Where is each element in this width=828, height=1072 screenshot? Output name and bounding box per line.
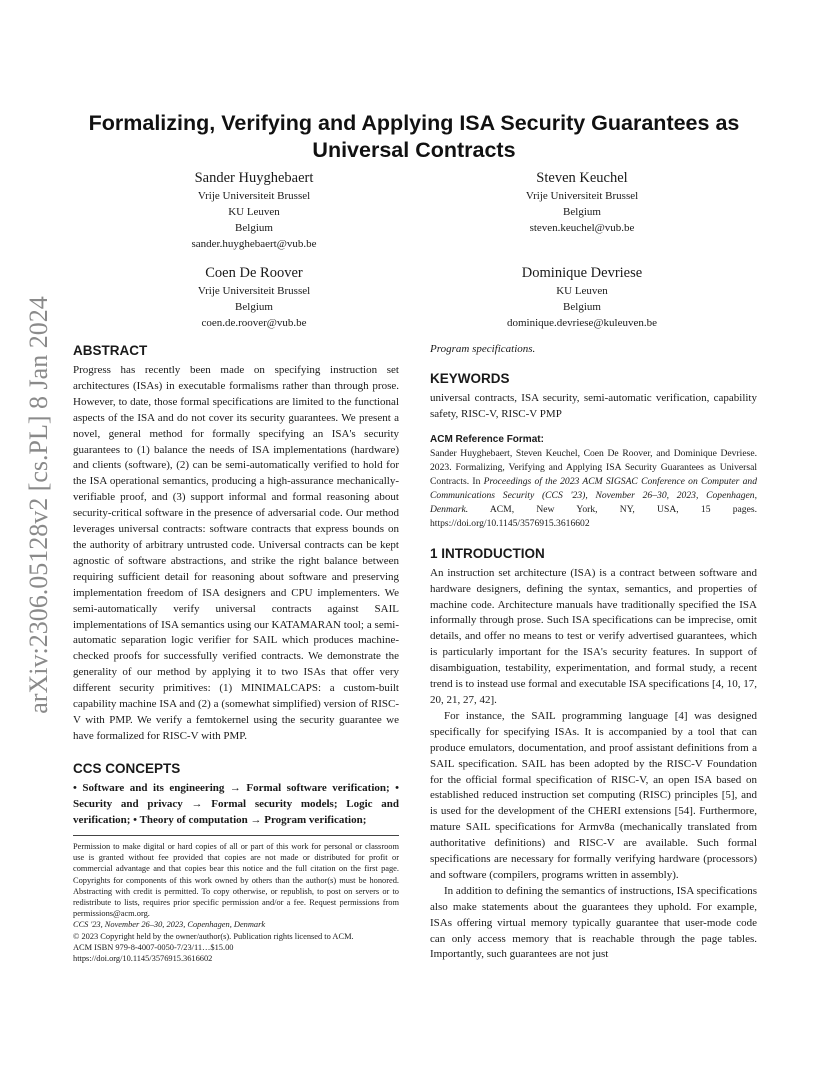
ccs-heading: CCS CONCEPTS bbox=[73, 760, 181, 776]
permission-footnote bbox=[73, 835, 399, 964]
ccs-italic-text: Program specifications. bbox=[430, 343, 536, 355]
abstract-text: Progress has recently been made on specifying instruction set architectures (ISAs) in executable formalisms rather than through prose. However, to date, those formal specifications are limited to the functional aspects of the ISA and do not cover its security guarantees. We present a novel, general method for formally specifying an ISA's security guarantees to (1) balance the needs of ISA implementations (hardware) and clients (software), (2) can be semi-automatically verified to hold for the ISA operational semantics, producing a high-assurance mechanically-verifiable proof, and (3) support informal and formal reasoning about security-critical software in the presence of adversarial code. Our method leverages universal contracts: software contracts that express bounds on the authority of arbitrary untrusted code. Universal contracts can be kept agnostic of software abstractions, and strike the right balance between requiring sufficient detail for reasoning about software and preserving implementation freedom of ISA designers and CPU implementers. We semi-automatically verify universal contracts against SAIL implementations of ISA semantics using our KATAMARAN tool; a semi-automatic separation logic verifier for SAIL which produces machine-checked proofs for successfully verified contracts. We demonstrate the generality of our method by applying it to two ISAs that offer very different security primitives: (1) MINIMALCAPS: a custom-built capability machine ISA and (2) a (somewhat simplified) version of RISC-V with PMP. We verify a femtokernel using the security guarantee we have formalized for RISC-V with PMP. bbox=[73, 364, 399, 742]
keywords-heading: KEYWORDS bbox=[430, 370, 510, 386]
author-affiliation: Vrije Universiteit Brussel bbox=[197, 190, 311, 202]
author-email: steven.keuchel@vub.be bbox=[529, 222, 635, 234]
author-country: Belgium bbox=[563, 301, 601, 313]
introduction-paragraph: An instruction set architecture (ISA) is a contract between software and hardware designers, defining the syntax, semantics, and properties of machine code. Architecture manuals have traditionally specified the ISA informally through prose. Such ISA specifications can be imprecise, omit details, and offer no means to test or verify advertised guarantees, which is particularly important for the ISA's security features. In support of disambiguation, testability, experimentation, and formal study, a recent trend is to instead use formal and executable ISA specifications [4, 10, 17, 20, 21, 27, 42]. bbox=[430, 566, 757, 706]
isbn-line: ACM ISBN 979-8-4007-0050-7/23/11…$15.00 bbox=[73, 942, 234, 952]
conference-line: CCS '23, November 26–30, 2023, Copenhagen, Denmark bbox=[73, 920, 266, 930]
author-block bbox=[124, 168, 384, 252]
author-block bbox=[124, 263, 384, 331]
introduction-paragraph: For instance, the SAIL programming language [4] was designed specifically for specifying ISAs. It is accompanied by a tool that can produce emulators, documentation, and proof assistant definitions from a SAIL specification. SAIL has been adopted by the RISC-V Foundation for the official formal specification of RISC-V, an open ISA based on established reduced instruction set computing (RISC) principles [5], and is used for the development of the CHERI extensions [54]. Furthermore, mature SAIL specifications for Armv8a (mechanically translated from authoritative definitions) and RISC-V are available. Such formal specifications are necessary for formally verifying hardware (processors) and software (compilers, programs written in assembly). bbox=[430, 709, 757, 881]
author-email: dominique.devriese@kuleuven.be bbox=[506, 317, 658, 329]
author-email: sander.huyghebaert@vub.be bbox=[191, 238, 317, 250]
left-column bbox=[73, 342, 399, 828]
reference-text-b: ACM, New York, NY, USA, 15 pages. https://doi.org/10.1145/3576915.3616602 bbox=[430, 503, 757, 529]
author-name: Sander Huyghebaert bbox=[194, 170, 314, 186]
author-country: Belgium bbox=[235, 222, 273, 234]
ccs-concepts-text: • Software and its engineering → Formal software verification; • Security and privacy → Formal security models; Logic and verification; • Theory of computation → Program verification; bbox=[73, 781, 399, 826]
arxiv-sidebar bbox=[22, 296, 56, 714]
reference-format-heading: ACM Reference Format: bbox=[430, 433, 544, 445]
copyright-line: © 2023 Copyright held by the owner/author(s). Publication rights licensed to ACM. bbox=[73, 931, 354, 941]
reference-text-a: Sander Huyghebaert, Steven Keuchel, Coen De Roover, and Dominique Devriese. 2023. Formalizing, Verifying and Applying ISA Security Guarantees as Universal Contracts. In bbox=[430, 447, 757, 487]
author-affiliation: Vrije Universiteit Brussel bbox=[525, 190, 639, 202]
author-email: coen.de.roover@vub.be bbox=[201, 317, 307, 329]
author-name: Steven Keuchel bbox=[536, 170, 628, 186]
author-country: Belgium bbox=[563, 206, 601, 218]
author-country: Belgium bbox=[235, 301, 273, 313]
reference-proceedings: Proceedings of the 2023 ACM SIGSAC Conference on Computer and Communications Security (CCS '23), November 26–30, 2023, Copenhagen, Denmark. bbox=[430, 475, 757, 515]
paper-title: Formalizing, Verifying and Applying ISA Security Guarantees as Universal Contracts bbox=[88, 111, 740, 162]
author-affiliation: KU Leuven bbox=[228, 206, 280, 218]
right-column bbox=[430, 342, 757, 963]
author-affiliation: Vrije Universiteit Brussel bbox=[197, 285, 311, 297]
author-block bbox=[452, 263, 712, 331]
abstract-heading: ABSTRACT bbox=[73, 343, 148, 358]
keywords-text: universal contracts, ISA security, semi-automatic verification, capability safety, RISC-V, RISC-V PMP bbox=[430, 391, 757, 420]
author-name: Dominique Devriese bbox=[521, 265, 643, 281]
doi-link[interactable]: https://doi.org/10.1145/3576915.3616602 bbox=[73, 954, 213, 964]
permission-text: Permission to make digital or hard copies of all or part of this work for personal or classroom use is granted without fee provided that copies are not made or distributed for profit or commercial advantage and that copies bear this notice and the full citation on the first page. Copyrights for components of this work owned by others than the author(s) must be honored. Abstracting with credit is permitted. To copy otherwise, or republish, to post on servers or to redistribute to lists, requires prior specific permission and/or a fee. Request permissions from permissions@acm.org. bbox=[73, 842, 399, 919]
author-block bbox=[452, 168, 712, 236]
author-affiliation: KU Leuven bbox=[556, 285, 608, 297]
introduction-heading: 1 INTRODUCTION bbox=[430, 545, 545, 561]
author-name: Coen De Roover bbox=[205, 265, 303, 281]
introduction-paragraph: In addition to defining the semantics of instructions, ISA specifications also make statements about the guarantees they uphold. For example, ISAs offering virtual memory typically guarantee that user-mode code can only access memory that is reachable through the page tables. Importantly, such guarantees are not just bbox=[430, 884, 757, 961]
reference-format-text bbox=[430, 447, 757, 531]
arxiv-identifier: arXiv:2306.05128v2 [cs.PL] 8 Jan 2024 bbox=[24, 296, 53, 714]
ccs-continued bbox=[430, 342, 757, 358]
